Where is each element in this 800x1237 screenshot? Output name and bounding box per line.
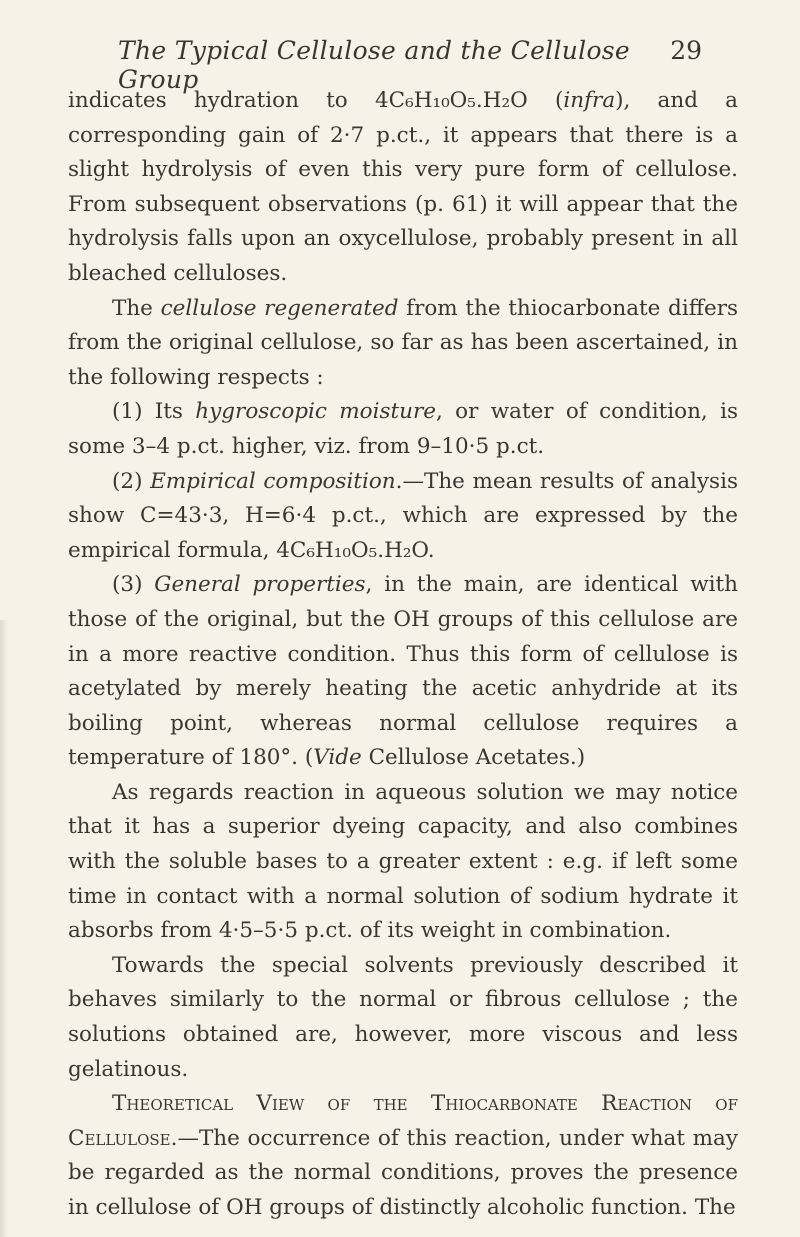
section-heading: Theoretical View of the Thiocarbonate Reaction of Cellulose. <box>68 1091 738 1151</box>
paragraph-general-properties: (3) General properties, in the main, are identical with those of the original, but the OH groups of this cellulose are in a more reactive condition. Thus this form of cellulose is acetylated by merely heating the acetic anhydride at its boiling point, whereas normal cellulose requires a temperature of 180°. (Vide Cellulose Acetates.) <box>68 572 738 771</box>
paragraph-regenerated: The cellulose regenerated from the thiocarbonate differs from the original cellulose, so far as has been ascertained, in the following respects : <box>68 295 739 390</box>
body-text <box>68 84 738 1226</box>
paragraph-empirical: (2) Empirical composition.—The mean results of analysis show C=43·3, H=6·4 p.ct., which are expressed by the empirical formula, 4C₆H₁₀O₅.H₂O. <box>68 468 738 563</box>
paragraph-aqueous-reaction: As regards reaction in aqueous solution we may notice that it has a superior dyeing capacity, and also combines with the soluble bases to a greater extent : e.g. if left some time in contact with a normal solution of sodium hydrate it absorbs from 4·5–5·5 p.ct. of its weight in combination. <box>68 779 738 944</box>
running-title: The Typical Cellulose and the Cellulose Group <box>118 36 631 94</box>
paragraph-solvents: Towards the special solvents previously described it behaves similarly to the normal or fibrous cellulose ; the solutions obtained are, however, more viscous and less gelatinous. <box>68 952 738 1082</box>
page-edge-shadow <box>0 620 8 1237</box>
paragraph-hydration: indicates hydration to 4C₆H₁₀O₅.H₂O (infra), and a corresponding gain of 2·7 p.ct., it appears that there is a slight hydrolysis of even this very pure form of cellulose. From subsequent observations (p. 61) it will appear that the hydrolysis falls upon an oxycellulose, probably present in all bleached celluloses. <box>68 88 739 286</box>
paragraph-theoretical-view: Theoretical View of the Thiocarbonate Reaction of Cellulose.—The occurrence of this reaction, under what may be regarded as the normal conditions, proves the presence in cellulose of OH groups of distinctly alcoholic function. The <box>68 1091 738 1220</box>
paragraph-hygroscopic: (1) Its hygroscopic moisture, or water of condition, is some 3–4 p.ct. higher, viz. from 9–10·5 p.ct. <box>68 399 738 459</box>
page-number: 29 <box>670 36 702 65</box>
